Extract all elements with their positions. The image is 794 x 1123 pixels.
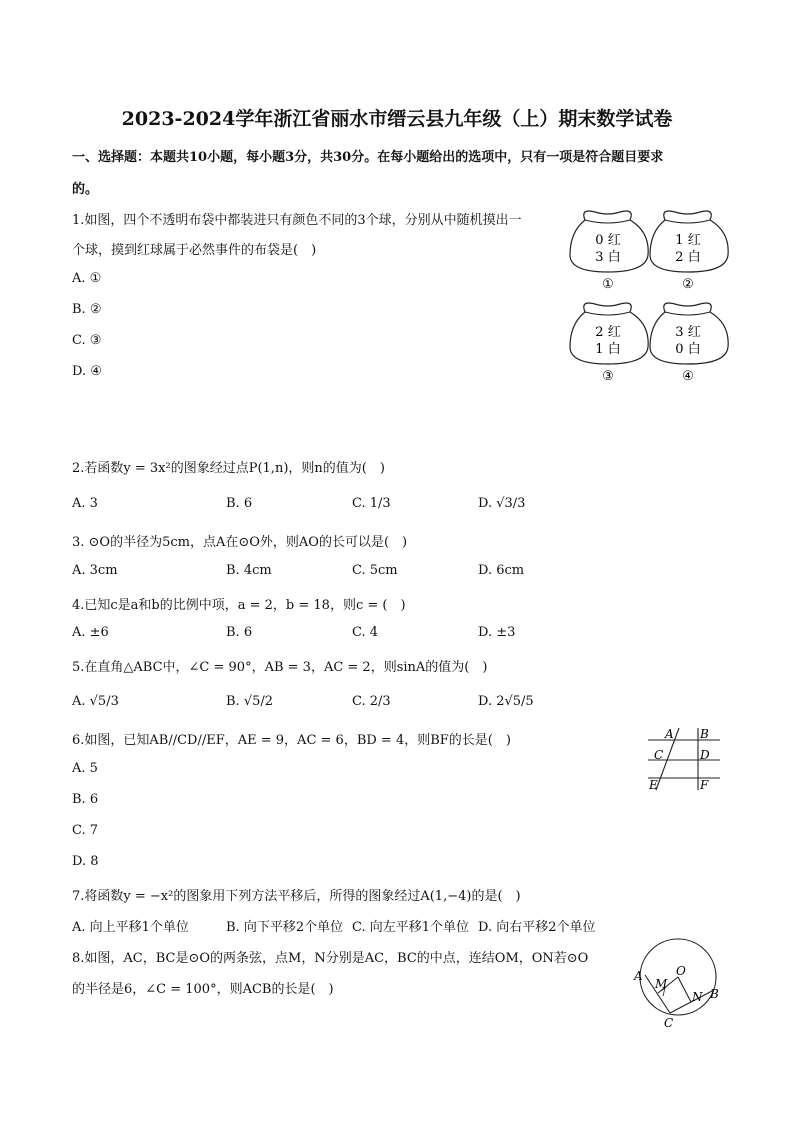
q7-option-c: C. 向左平移1个单位 bbox=[352, 920, 470, 935]
question-1-line2: 个球，摸到红球属于必然事件的布袋是( ) bbox=[72, 243, 317, 258]
bag-4-white: 0 白 bbox=[675, 342, 701, 357]
bag-3-red: 2 红 bbox=[595, 325, 621, 340]
label-c: C bbox=[664, 1016, 674, 1030]
q6-option-b: B. 6 bbox=[72, 792, 99, 807]
bag-3-white: 1 白 bbox=[595, 342, 621, 357]
q8-circle-figure bbox=[628, 935, 728, 1030]
question-6: 6.如图，已知AB//CD//EF，AE = 9，AC = 6，BD = 4，则BF的长是( ) bbox=[72, 733, 511, 748]
question-8-line2: 的半径是6，∠C = 100°，则ACB的长是( ) bbox=[72, 982, 334, 997]
q1-option-a: A. ① bbox=[72, 271, 102, 286]
q2-option-a: A. 3 bbox=[72, 496, 98, 511]
question-8-line1: 8.如图，AC，BC是⊙O的两条弦，点M，N分别是AC，BC的中点，连结OM，ON若⊙O bbox=[72, 951, 589, 966]
question-4: 4.已知c是a和b的比例中项，a = 2，b = 18，则c = ( ) bbox=[72, 598, 406, 613]
q7-option-d: D. 向右平移2个单位 bbox=[478, 920, 596, 935]
q5-option-a: A. √5/3 bbox=[72, 694, 119, 709]
bag-4 bbox=[650, 303, 728, 384]
q1-option-b: B. ② bbox=[72, 302, 102, 317]
q3-option-a: A. 3cm bbox=[72, 563, 118, 578]
label-a: A bbox=[634, 969, 643, 983]
question-3: 3. ⊙O的半径为5cm，点A在⊙O外，则AO的长可以是( ) bbox=[72, 535, 408, 550]
label-a: A bbox=[665, 727, 674, 741]
bag-2-red: 1 红 bbox=[675, 233, 701, 248]
q5-option-d: D. 2√5/5 bbox=[478, 694, 534, 709]
q2-option-c: C. 1/3 bbox=[352, 496, 391, 511]
section-heading-line1: 一、选择题：本题共10小题，每小题3分，共30分。在每小题给出的选项中，只有一项是符合题目要求 bbox=[72, 150, 664, 165]
q3-option-c: C. 5cm bbox=[352, 563, 398, 578]
bag-1-label: ① bbox=[602, 277, 614, 292]
page-title: 2023-2024学年浙江省丽水市缙云县九年级（上）期末数学试卷 bbox=[121, 108, 673, 130]
bag-2 bbox=[650, 211, 728, 292]
bag-1-red: 0 红 bbox=[595, 233, 621, 248]
bag-2-label: ② bbox=[682, 277, 694, 292]
q7-option-b: B. 向下平移2个单位 bbox=[226, 920, 344, 935]
q2-option-b: B. 6 bbox=[226, 496, 253, 511]
q6-option-d: D. 8 bbox=[72, 854, 99, 869]
bag-1-white: 3 白 bbox=[595, 250, 621, 265]
q1-bags-figure bbox=[560, 200, 730, 390]
label-c: C bbox=[654, 748, 664, 762]
label-b: B bbox=[700, 727, 709, 741]
question-7: 7.将函数y = −x²的图象用下列方法平移后，所得的图象经过A(1,−4)的是( ) bbox=[72, 889, 521, 904]
q7-option-a: A. 向上平移1个单位 bbox=[72, 920, 189, 935]
label-b: B bbox=[710, 987, 719, 1001]
q1-option-d: D. ④ bbox=[72, 364, 102, 379]
q6-option-a: A. 5 bbox=[72, 761, 98, 776]
q5-option-b: B. √5/2 bbox=[226, 694, 274, 709]
label-d: D bbox=[700, 748, 710, 762]
label-n: N bbox=[692, 990, 703, 1004]
q4-option-a: A. ±6 bbox=[72, 625, 109, 640]
bag-2-white: 2 白 bbox=[675, 250, 701, 265]
label-f: F bbox=[700, 778, 709, 792]
q6-parallel-lines-figure bbox=[640, 722, 730, 796]
question-2: 2.若函数y = 3x²的图象经过点P(1,n)，则n的值为( ) bbox=[72, 461, 385, 476]
label-e: E bbox=[649, 778, 658, 792]
bag-3 bbox=[570, 303, 648, 384]
q3-option-d: D. 6cm bbox=[478, 563, 525, 578]
q3-option-b: B. 4cm bbox=[226, 563, 272, 578]
label-m: M bbox=[655, 977, 668, 991]
q4-option-d: D. ±3 bbox=[478, 625, 516, 640]
q4-option-b: B. 6 bbox=[226, 625, 253, 640]
bag-4-label: ④ bbox=[682, 369, 694, 384]
bag-3-label: ③ bbox=[602, 369, 614, 384]
q4-option-c: C. 4 bbox=[352, 625, 379, 640]
bag-4-red: 3 红 bbox=[675, 325, 701, 340]
question-1-line1: 1.如图，四个不透明布袋中都装进只有颜色不同的3个球，分别从中随机摸出一 bbox=[72, 213, 522, 228]
section-heading-line2: 的。 bbox=[72, 182, 99, 197]
question-5: 5.在直角△ABC中，∠C = 90°，AB = 3，AC = 2，则sinA的值为( ) bbox=[72, 660, 488, 675]
q5-option-c: C. 2/3 bbox=[352, 694, 391, 709]
label-o: O bbox=[676, 964, 686, 978]
q1-option-c: C. ③ bbox=[72, 333, 102, 348]
bag-1 bbox=[570, 211, 648, 292]
q2-option-d: D. √3/3 bbox=[478, 496, 526, 511]
q6-option-c: C. 7 bbox=[72, 823, 99, 838]
